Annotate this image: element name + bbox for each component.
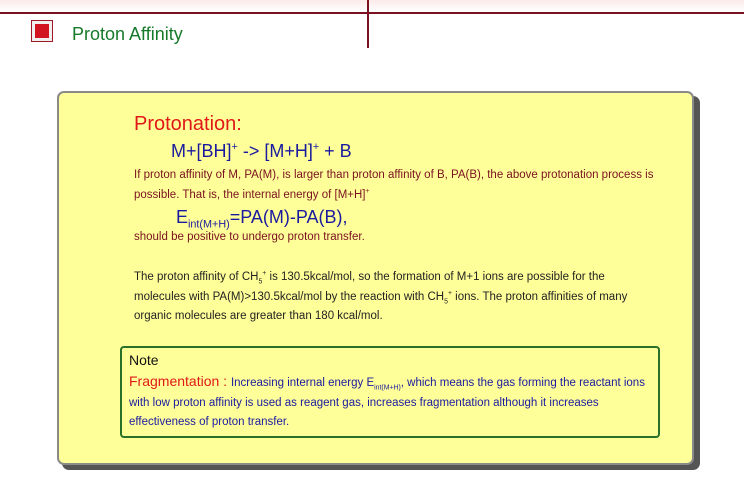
- equation-sup: +: [231, 141, 238, 153]
- header-divider: [0, 12, 744, 14]
- equation-middle: -> [M+H]: [237, 141, 313, 161]
- square-bullet-icon: [31, 20, 53, 42]
- energy-rhs: =PA(M)-PA(B),: [229, 207, 348, 227]
- header-vertical-divider: [367, 0, 369, 48]
- paragraph-sup: +: [365, 188, 370, 196]
- protonation-explanation: [134, 165, 654, 205]
- protonation-equation: [171, 141, 352, 162]
- top-band: [0, 0, 744, 12]
- note-colon: :: [219, 373, 231, 389]
- energy-equation: [176, 207, 348, 231]
- section-heading: Protonation:: [134, 113, 242, 135]
- paragraph-sub: 5: [258, 278, 263, 286]
- paragraph-sup: +: [262, 270, 267, 278]
- note-title: Note: [129, 352, 159, 368]
- note-subscript: int(M+H): [374, 384, 401, 392]
- equation-rhs: + B: [319, 141, 352, 161]
- note-body: Increasing internal energy E: [230, 377, 375, 389]
- note-text: [129, 372, 657, 433]
- paragraph-text: ions. The proton affinities of many organic molecules are greater than 180 kcal/mol.: [134, 290, 628, 322]
- note-term: Fragmentation: [129, 373, 220, 389]
- paragraph-sup: +: [447, 289, 452, 297]
- paragraph-text: is 130.5kcal/mol, so the formation of M+1 ions are possible for the molecules with PA(M)>130.5kcal/mol by the reaction with CH: [134, 271, 605, 303]
- paragraph-sub: 5: [444, 297, 448, 305]
- paragraph-text: The proton affinity of CH: [134, 271, 259, 283]
- paragraph-text: If proton affinity of M, PA(M), is larger than proton affinity of B, PA(B), the above protonation process is possible. That is, the internal energy of [M+H]: [134, 169, 654, 201]
- energy-subscript: int(M+H): [188, 218, 230, 231]
- proton-affinity-paragraph: [134, 268, 654, 327]
- condition-text: should be positive to undergo proton transfer.: [134, 231, 365, 243]
- page-title: Proton Affinity: [72, 24, 183, 44]
- equation-sup: +: [312, 141, 320, 153]
- energy-symbol: E: [176, 207, 189, 227]
- note-body: , which means the gas forming the reactant ions with low proton affinity is used as reagent gas, increases fragmentation although it increases effectiveness of proton transfer.: [129, 377, 645, 428]
- equation-lhs: M+[BH]: [171, 141, 232, 161]
